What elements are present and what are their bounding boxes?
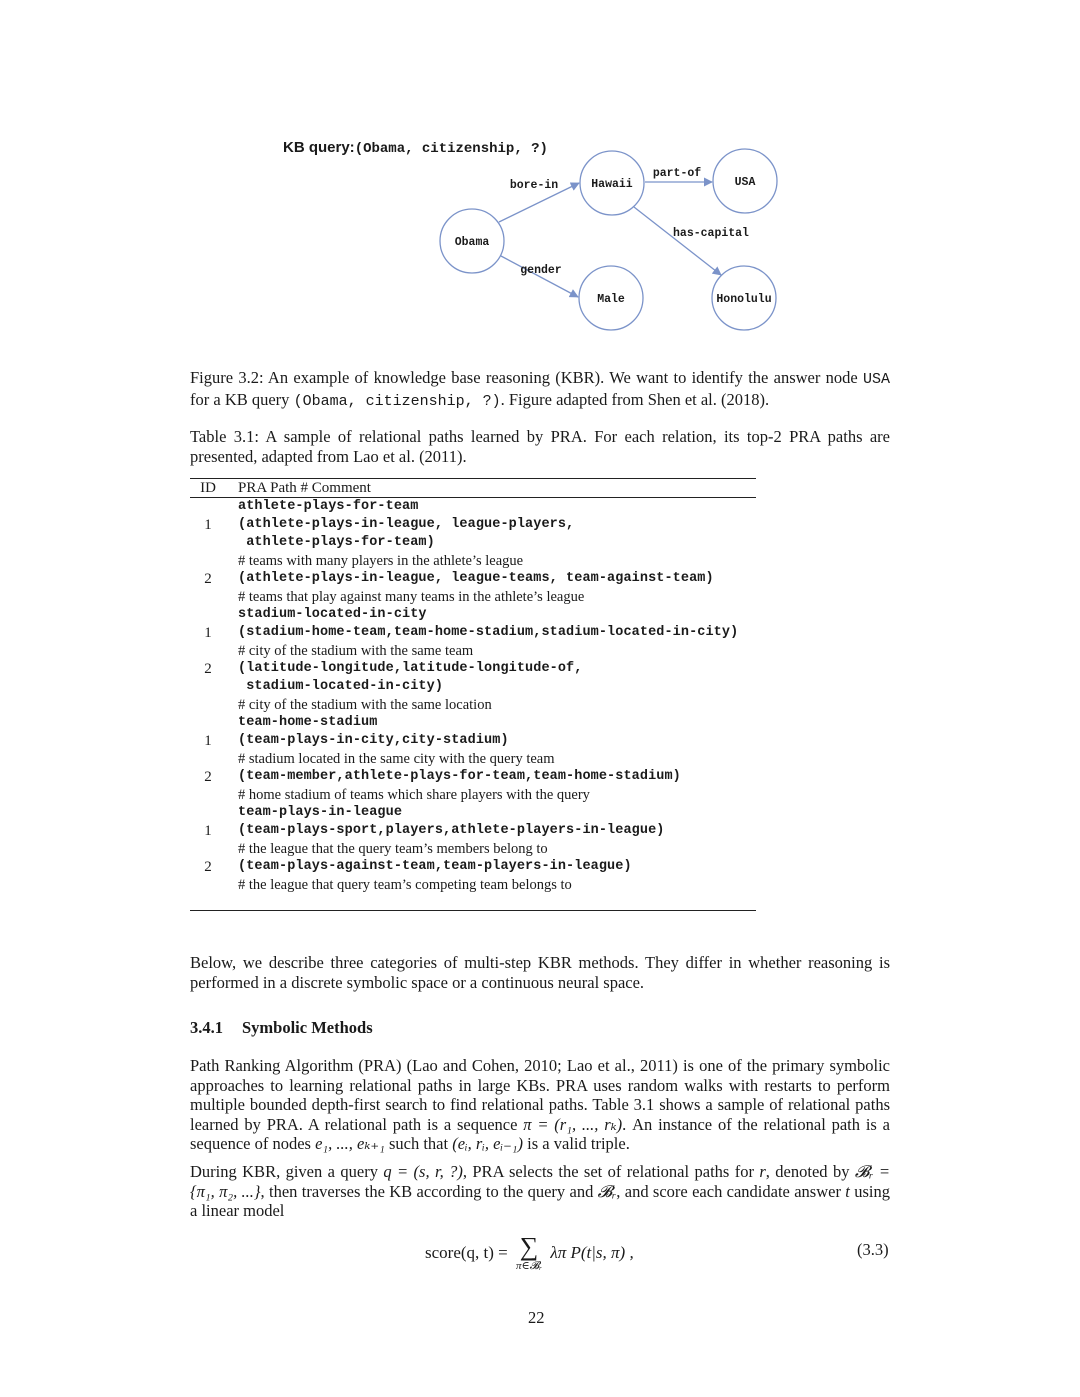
kbr-text-f: using a linear model — [190, 1181, 890, 1220]
math-path-set-ref: 𝓑ᵣ — [597, 1181, 617, 1201]
table-cell-comment: # teams that play against many teams in the athlete’s league — [238, 589, 585, 605]
kbr-text-c: , denoted by — [765, 1162, 855, 1181]
table-cell-id: 2 — [204, 571, 212, 587]
table-header-id: ID — [200, 480, 216, 496]
figure-caption-suffix: . Figure adapted from Shen et al. (2018). — [500, 390, 770, 409]
kbr-paragraph — [190, 1162, 890, 1221]
figure-caption-text: Figure 3.2: An example of knowledge base reasoning (KBR). We want to identify the answer node — [190, 368, 858, 387]
equation-3-3 — [425, 1234, 634, 1272]
equation-rhs: λπ P(t|s, π) , — [550, 1243, 634, 1262]
table-row — [190, 696, 756, 714]
pra-paragraph-end: is a valid triple. — [523, 1134, 630, 1153]
table-row — [190, 570, 756, 588]
node-label-hawaii: Hawaii — [591, 178, 633, 191]
table-row — [190, 660, 756, 678]
math-query: q = (s, r, ?) — [383, 1162, 463, 1181]
math-node-sequence: e₁, ..., eₖ₊₁ — [315, 1134, 385, 1153]
table-cell-path: (athlete-plays-in-league, league-teams, team-against-team) — [238, 571, 714, 586]
kbr-text-d: , then traverses the KB according to the query and — [260, 1181, 598, 1201]
edge-label-part-of: part-of — [652, 167, 702, 180]
figure-caption-query: (Obama, citizenship, ?) — [293, 393, 501, 410]
table-cell-path: team-home-stadium — [238, 715, 378, 730]
section-heading — [190, 1018, 373, 1038]
knowledge-graph-figure — [0, 0, 1080, 360]
table-row — [190, 732, 756, 750]
page-number: 22 — [528, 1308, 545, 1327]
table-row — [190, 768, 756, 786]
table-cell-id: 2 — [204, 769, 212, 785]
table-cell-path: (stadium-home-team,team-home-stadium,stadium-located-in-city) — [238, 625, 739, 640]
equation-sum-block — [516, 1234, 542, 1272]
pra-paragraph-text: Path Ranking Algorithm (PRA) (Lao and Cohen, 2010; Lao et al., 2011) is one of the primary symbolic approaches to learning relational paths in large KBs. PRA uses random walks with restarts to perform multiple bounded depth-first search to find relational paths. Table 3.1 shows a sample of relational paths learned by PRA. A relational path is a sequence — [190, 1056, 890, 1134]
table-row — [190, 750, 756, 768]
table-row — [190, 840, 756, 858]
table-cell-comment: # the league that the query team’s members belong to — [238, 841, 548, 857]
table-row — [190, 606, 756, 624]
node-label-honolulu: Honolulu — [716, 293, 772, 306]
table-cell-comment: # city of the stadium with the same team — [238, 643, 474, 659]
kb-query-label: KB query: — [283, 139, 355, 156]
table-row — [190, 516, 756, 534]
intro-paragraph: Below, we describe three categories of multi-step KBR methods. They differ in whether reasoning is performed in a discrete symbolic space or a continuous neural space. — [190, 953, 890, 992]
table-caption: Table 3.1: A sample of relational paths learned by PRA. For each relation, its top-2 PRA paths are presented, adapted from Lao et al. (2011). — [190, 427, 890, 466]
table-row — [190, 642, 756, 660]
edge-label-bore-in: bore-in — [509, 179, 559, 192]
table-cell-path: stadium-located-in-city — [238, 607, 427, 622]
table-cell-path: stadium-located-in-city) — [238, 679, 444, 694]
table-row — [190, 552, 756, 570]
table-cell-path: athlete-plays-for-team — [238, 499, 419, 514]
section-title: Symbolic Methods — [242, 1018, 373, 1037]
figure-caption-mid: for a KB query — [190, 390, 294, 409]
edge-label-gender: gender — [520, 264, 562, 277]
table-cell-path: (team-plays-sport,players,athlete-players-in-league) — [238, 823, 665, 838]
table-cell-path: (latitude-longitude,latitude-longitude-of, — [238, 661, 583, 676]
table-cell-comment: # city of the stadium with the same location — [238, 697, 492, 713]
kbr-text-a: During KBR, given a query — [190, 1162, 384, 1181]
table-row — [190, 588, 756, 606]
node-label-obama: Obama — [454, 236, 490, 249]
equation-number: (3.3) — [857, 1240, 889, 1259]
kbr-text-e: , and score each candidate answer — [616, 1181, 846, 1201]
table-cell-path: (team-plays-in-city,city-stadium) — [238, 733, 509, 748]
table-cell-comment: # the league that query team’s competing team belongs to — [238, 877, 572, 893]
pra-paragraph-mid2: such that — [384, 1134, 453, 1153]
table-row — [190, 714, 756, 732]
math-path-set: 𝓑ᵣ = {π₁, π₂, ...} — [190, 1162, 890, 1201]
table-cell-comment: # stadium located in the same city with the query team — [238, 751, 555, 767]
table-row — [190, 804, 756, 822]
equation-lhs: score(q, t) = — [425, 1243, 508, 1262]
table-row — [190, 534, 756, 552]
table-row — [190, 624, 756, 642]
table-header-row — [190, 479, 756, 497]
table-row — [190, 786, 756, 804]
table-bottom-rule — [190, 910, 756, 911]
table-cell-path: athlete-plays-for-team) — [238, 535, 435, 550]
figure-caption — [190, 368, 890, 412]
table-cell-path: (team-plays-against-team,team-players-in-league) — [238, 859, 632, 874]
equation-sum-subscript: π∈𝓑ᵣ — [516, 1260, 543, 1272]
table-row — [190, 498, 756, 516]
equation-sum-symbol: ∑ — [519, 1232, 539, 1261]
pra-paragraph-mid: . An instance of the relational path is a sequence of nodes — [190, 1114, 890, 1153]
section-number: 3.4.1 — [190, 1018, 223, 1037]
node-label-usa: USA — [734, 176, 756, 189]
table-row — [190, 678, 756, 696]
math-triple: (eᵢ, rᵢ, eᵢ₋₁) — [452, 1134, 524, 1153]
table-cell-path: (team-member,athlete-plays-for-team,team-home-stadium) — [238, 769, 681, 784]
table-cell-path: (athlete-plays-in-league, league-players, — [238, 517, 575, 532]
table-row — [190, 858, 756, 876]
figure-caption-answer: USA — [863, 371, 891, 388]
table-header-path: PRA Path # Comment — [238, 480, 371, 496]
table-cell-id: 2 — [204, 661, 212, 677]
table-cell-id: 2 — [204, 859, 212, 875]
table-cell-path: team-plays-in-league — [238, 805, 403, 820]
table-row — [190, 876, 756, 894]
edge-label-has-capital: has-capital — [673, 227, 749, 240]
kb-query-text: (Obama, citizenship, ?) — [354, 141, 548, 157]
table-cell-comment: # teams with many players in the athlete’s league — [238, 553, 524, 569]
kbr-text-b: , PRA selects the set of relational paths for — [462, 1162, 760, 1181]
table-cell-id: 1 — [204, 625, 212, 641]
edge-has-capital — [634, 207, 721, 275]
table-cell-comment: # home stadium of teams which share players with the query — [238, 787, 590, 803]
table-cell-id: 1 — [204, 733, 212, 749]
math-t: t — [845, 1181, 850, 1201]
table-cell-id: 1 — [204, 517, 212, 533]
table-cell-id: 1 — [204, 823, 212, 839]
pra-paragraph — [190, 1056, 890, 1154]
table-row — [190, 822, 756, 840]
math-r: r — [759, 1162, 766, 1181]
math-relational-sequence: π = (r₁, ..., rₖ) — [523, 1114, 623, 1134]
node-label-male: Male — [597, 293, 625, 306]
